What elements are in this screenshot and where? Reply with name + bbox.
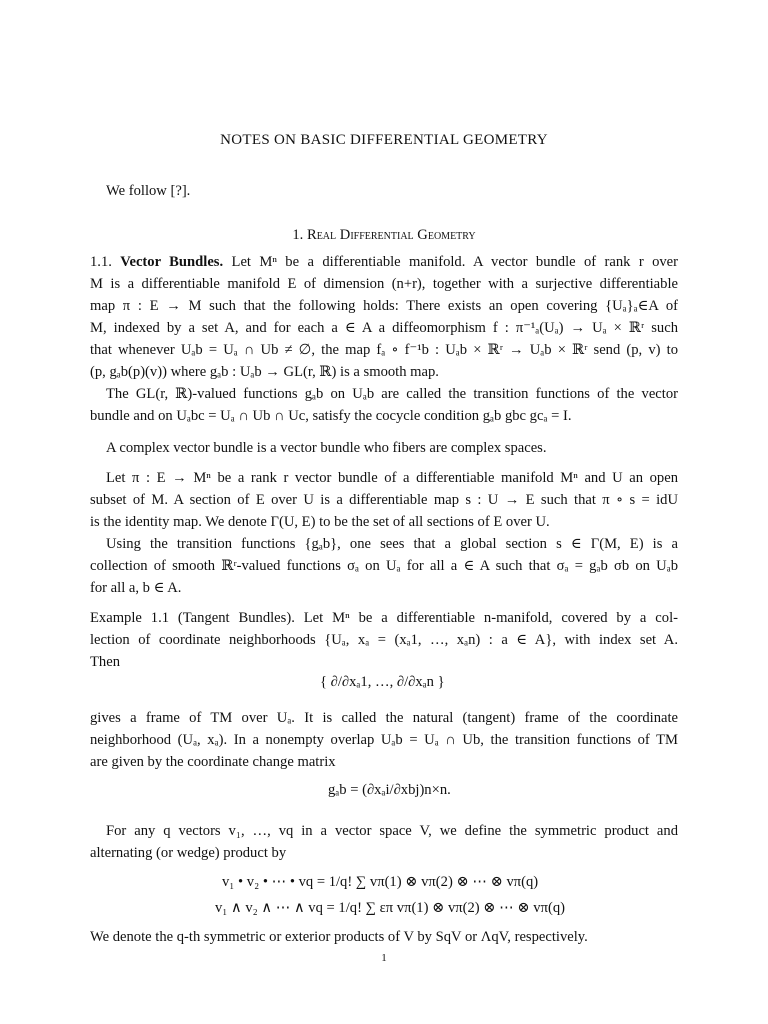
paragraph-line: bundle and on Uₐbc = Uₐ ∩ Ub ∩ Uc, satisfy the cocycle condition gₐb gbc gcₐ = I.: [90, 408, 572, 424]
paragraph-line: M, indexed by a set A, and for each a ∈ A a diffeomorphism f : π⁻¹ₐ(Uₐ) → Uₐ × ℝʳ such: [90, 320, 678, 336]
section-heading: 1. Real Differential Geometry: [292, 227, 476, 243]
example-line: Then: [90, 654, 120, 670]
paragraph-line: For any q vectors v₁, …, vq in a vector space V, we define the symmetric product and: [106, 823, 678, 839]
page-number: 1: [381, 952, 387, 964]
paragraph-line: for all a, b ∈ A.: [90, 580, 182, 596]
example-line: Example 1.1 (Tangent Bundles). Let Mⁿ be a differentiable n-manifold, covered by a col-: [90, 610, 678, 626]
paragraph-line: A complex vector bundle is a vector bundle who fibers are complex spaces.: [106, 440, 547, 456]
paragraph-line: Using the transition functions {gₐb}, one sees that a global section s ∈ Γ(M, E) is a: [106, 536, 678, 552]
paragraph-line: M is a differentiable manifold E of dimension (n+r), together with a surjective differentiable: [90, 276, 678, 292]
equation-symmetric-product: v₁ • v₂ • ⋯ • vq = 1/q! ∑ vπ(1) ⊗ vπ(2) ⊗ ⋯ ⊗ vπ(q): [222, 874, 539, 890]
equation-wedge-product: v₁ ∧ v₂ ∧ ⋯ ∧ vq = 1/q! ∑ επ vπ(1) ⊗ vπ(2) ⊗ ⋯ ⊗ vπ(q): [215, 900, 565, 916]
paragraph-line: We denote the q-th symmetric or exterior products of V by SqV or ΛqV, respectively.: [90, 929, 588, 945]
paragraph-line: neighborhood (Uₐ, xₐ). In a nonempty overlap Uₐb = Uₐ ∩ Ub, the transition functions of TM: [90, 732, 678, 748]
example-line: lection of coordinate neighborhoods {Uₐ, xₐ = (xₐ1, …, xₐn) : a ∈ A}, with index set A.: [90, 632, 678, 648]
paragraph-line: gives a frame of TM over Uₐ. It is called the natural (tangent) frame of the coordinate: [90, 710, 678, 726]
paragraph-line: is the identity map. We denote Γ(U, E) to be the set of all sections of E over U.: [90, 514, 550, 530]
paragraph-line: alternating (or wedge) product by: [90, 845, 287, 861]
paper-title: NOTES ON BASIC DIFFERENTIAL GEOMETRY: [220, 132, 548, 148]
subsection-title: Vector Bundles.: [120, 254, 224, 270]
paragraph-line: Let π : E → Mⁿ be a rank r vector bundle of a differentiable manifold Mⁿ and U an open: [106, 470, 678, 486]
paragraph-line: The GL(r, ℝ)-valued functions gₐb on Uₐb are called the transition functions of the vector: [106, 386, 678, 402]
paragraph-line: [90, 251, 678, 273]
equation-transition-matrix: gₐb = (∂xₐi/∂xbj)n×n.: [328, 782, 451, 798]
subsection-number: 1.1.: [90, 254, 112, 270]
paragraph-line: collection of smooth ℝʳ-valued functions σₐ on Uₐ for all a ∈ A such that σₐ = gₐb σb on Uₐb: [90, 558, 678, 574]
paragraph-text: Let Mⁿ be a differentiable manifold. A vector bundle of rank r over: [231, 254, 679, 270]
intro-text: We follow [?].: [106, 183, 191, 199]
paragraph-line: map π : E → M such that the following holds: There exists an open covering {Uₐ}ₐ∈A of: [90, 298, 678, 314]
equation-frame: { ∂/∂xₐ1, …, ∂/∂xₐn }: [320, 674, 445, 690]
paragraph-line: are given by the coordinate change matrix: [90, 754, 336, 770]
paragraph-line: subset of M. A section of E over U is a differentiable map s : U → E such that π ∘ s = idU: [90, 492, 678, 508]
paragraph-line: (p, gₐb(p)(v)) where gₐb : Uₐb → GL(r, ℝ) is a smooth map.: [90, 364, 439, 380]
paragraph-line: that whenever Uₐb = Uₐ ∩ Ub ≠ ∅, the map fₐ ∘ f⁻¹b : Uₐb × ℝʳ → Uₐb × ℝʳ send (p, v) to: [90, 342, 678, 358]
